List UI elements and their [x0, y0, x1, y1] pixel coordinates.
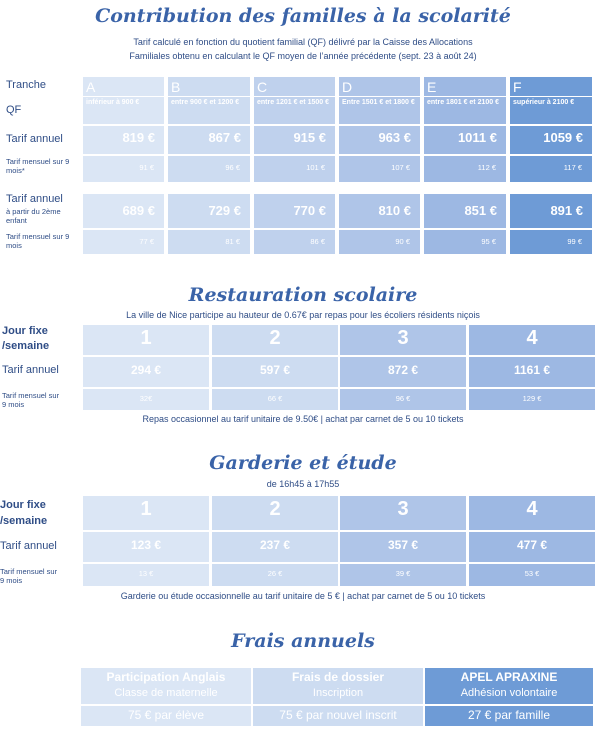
frais-head: APEL APRAXINE — [425, 668, 593, 686]
tranche-qf: entre 1801 € et 2100 € — [424, 97, 506, 124]
tarif-annuel-2-cell: 689 € — [83, 194, 164, 228]
garderie-label-mensuel: Tarif mensuel sur 9 mois — [0, 567, 58, 585]
label-tarif-annuel: Tarif annuel — [6, 133, 63, 145]
frais-sub: Classe de maternelle — [81, 686, 251, 704]
tarif-mensuel-cell: 66 € — [212, 389, 338, 410]
frais-value: 27 € par famille — [425, 706, 593, 726]
tarif-mensuel-cell: 96 € — [340, 389, 466, 410]
label-partir-2eme: à partir du 2ème enfant — [6, 207, 61, 225]
tranche-letter: F — [510, 77, 592, 96]
tranche-qf: entre 1201 € et 1500 € — [254, 97, 335, 124]
tarif-mensuel-2-cell: 95 € — [424, 230, 506, 254]
tarif-mensuel-cell: 13 € — [83, 564, 209, 586]
label-tarif-mensuel-2: Tarif mensuel sur 9 mois — [6, 232, 70, 250]
frais-head: Frais de dossier — [253, 668, 423, 686]
jour-cell: 2 — [212, 325, 338, 355]
resto-label-annuel: Tarif annuel — [2, 364, 59, 376]
tarif-mensuel-2-cell: 86 € — [254, 230, 335, 254]
label-tarif-mensuel: Tarif mensuel sur 9 mois* — [6, 157, 70, 175]
restauration-subtitle: La ville de Nice participe au hauteur de 0.67€ par repas pour les écoliers résidents niçois — [126, 310, 480, 320]
tarif-mensuel-cell: 117 € — [510, 156, 592, 182]
tarif-mensuel-2-cell: 77 € — [83, 230, 164, 254]
tarif-mensuel-cell: 53 € — [469, 564, 595, 586]
tarif-annuel-cell: 819 € — [83, 126, 164, 154]
tranche-qf: supérieur à 2100 € — [510, 97, 592, 124]
tarif-annuel-cell: 237 € — [212, 532, 338, 562]
tranche-qf: inférieur à 900 € — [83, 97, 164, 124]
tarif-annuel-cell: 1059 € — [510, 126, 592, 154]
contribution-title: Contribution des familles à la scolarité — [95, 5, 511, 27]
tarif-annuel-cell: 123 € — [83, 532, 209, 562]
label-tranche: Tranche — [6, 79, 46, 91]
tarif-annuel-2-cell: 770 € — [254, 194, 335, 228]
frais-head: Participation Anglais — [81, 668, 251, 686]
garderie-label-jour: Jour fixe /semaine — [0, 499, 48, 527]
resto-label-mensuel: Tarif mensuel sur 9 mois — [2, 391, 60, 409]
contribution-subtitle-2: Familiales obtenu en calculant le QF moyen de l’année précédente (sept. 23 à août 24) — [129, 51, 477, 61]
jour-cell: 4 — [469, 496, 595, 530]
tarif-annuel-cell: 597 € — [212, 357, 338, 387]
tarif-annuel-cell: 1011 € — [424, 126, 506, 154]
tarif-annuel-cell: 477 € — [469, 532, 595, 562]
tranche-letter: A — [83, 77, 164, 96]
garderie-subtitle: de 16h45 à 17h55 — [266, 479, 340, 489]
restauration-title: Restauration scolaire — [188, 284, 418, 306]
tarif-annuel-cell: 357 € — [340, 532, 466, 562]
tarif-mensuel-cell: 107 € — [339, 156, 420, 182]
tarif-annuel-2-cell: 851 € — [424, 194, 506, 228]
garderie-label-annuel: Tarif annuel — [0, 540, 57, 552]
tarif-mensuel-cell: 91 € — [83, 156, 164, 182]
tarif-mensuel-2-cell: 81 € — [168, 230, 250, 254]
tarif-annuel-cell: 1161 € — [469, 357, 595, 387]
tarif-mensuel-cell: 32€ — [83, 389, 209, 410]
frais-value: 75 € par nouvel inscrit — [253, 706, 423, 726]
tranche-letter: B — [168, 77, 250, 96]
frais-title: Frais annuels — [231, 630, 375, 652]
tarif-annuel-2-cell: 891 € — [510, 194, 592, 228]
jour-cell: 3 — [340, 325, 466, 355]
tarif-mensuel-2-cell: 99 € — [510, 230, 592, 254]
tranche-letter: D — [339, 77, 420, 96]
tranche-letter: C — [254, 77, 335, 96]
tarif-mensuel-cell: 129 € — [469, 389, 595, 410]
tarif-mensuel-cell: 101 € — [254, 156, 335, 182]
tarif-mensuel-cell: 96 € — [168, 156, 250, 182]
tarif-mensuel-2-cell: 90 € — [339, 230, 420, 254]
tranche-qf: entre 900 € et 1200 € — [168, 97, 250, 124]
tarif-annuel-2-cell: 810 € — [339, 194, 420, 228]
tarif-annuel-cell: 915 € — [254, 126, 335, 154]
jour-cell: 3 — [340, 496, 466, 530]
tarif-mensuel-cell: 39 € — [340, 564, 466, 586]
garderie-title: Garderie et étude — [209, 452, 397, 474]
tarif-annuel-cell: 867 € — [168, 126, 250, 154]
tarif-annuel-cell: 963 € — [339, 126, 420, 154]
label-qf: QF — [6, 104, 22, 116]
jour-cell: 1 — [83, 496, 209, 530]
resto-label-jour: Jour fixe /semaine — [2, 325, 50, 352]
restauration-note: Repas occasionnel au tarif unitaire de 9.50€ | achat par carnet de 5 ou 10 tickets — [142, 414, 464, 424]
frais-sub: Inscription — [253, 686, 423, 704]
frais-value: 75 € par élève — [81, 706, 251, 726]
frais-sub: Adhésion volontaire — [425, 686, 593, 704]
tarif-mensuel-cell: 112 € — [424, 156, 506, 182]
tarif-mensuel-cell: 26 € — [212, 564, 338, 586]
tarif-annuel-2-cell: 729 € — [168, 194, 250, 228]
label-tarif-annuel-2: Tarif annuel — [6, 193, 63, 205]
tranche-qf: Entre 1501 € et 1800 € — [339, 97, 420, 124]
tranche-letter: E — [424, 77, 506, 96]
jour-cell: 4 — [469, 325, 595, 355]
jour-cell: 1 — [83, 325, 209, 355]
contribution-subtitle-1: Tarif calculé en fonction du quotient familial (QF) délivré par la Caisse des Allocations — [133, 37, 473, 47]
tarif-annuel-cell: 294 € — [83, 357, 209, 387]
jour-cell: 2 — [212, 496, 338, 530]
tarif-annuel-cell: 872 € — [340, 357, 466, 387]
garderie-note: Garderie ou étude occasionnelle au tarif unitaire de 5 € | achat par carnet de 5 ou 10 tickets — [120, 591, 486, 601]
